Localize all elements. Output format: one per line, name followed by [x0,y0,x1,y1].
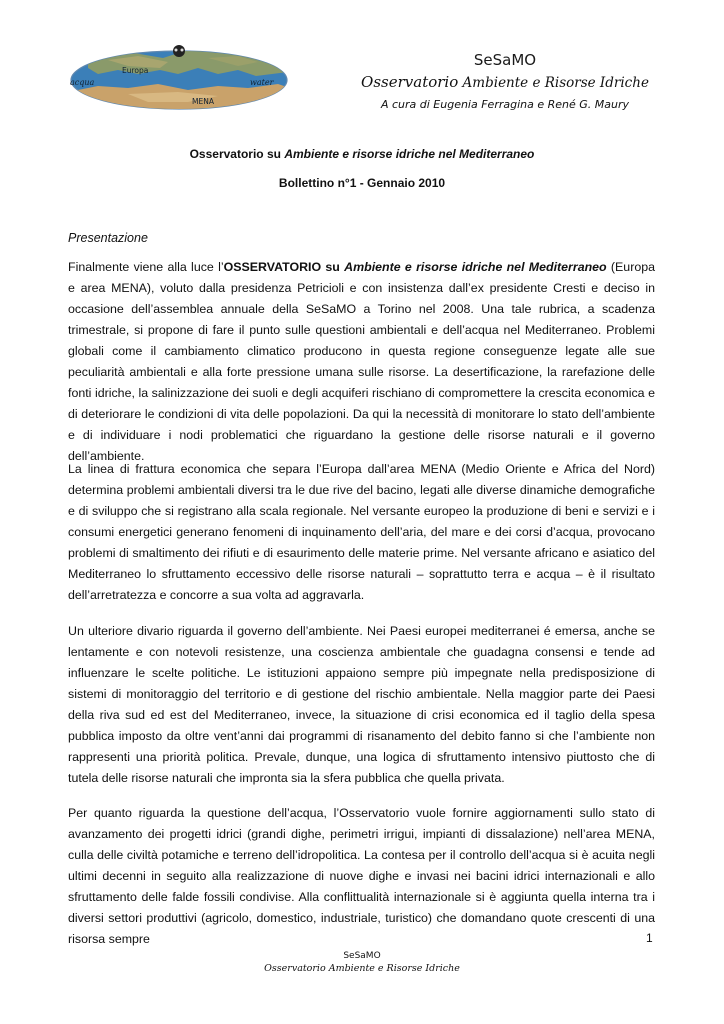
paragraph-4: Per quanto riguarda la questione dell’acqua, l’Osservatorio vuole fornire aggiornamenti sullo stato di avanzamento dei progetti idrici (grandi dighe, perimetri irrigui, impianti di dissalazione) nell’area MENA, culla delle civiltà potamiche e terreno dell’idropolitica. La contesa per il controllo dell’acqua si è acuita negli ultimi decenni in seguito alla realizzazione di nuove dighe e invasi nei bacini idrici internazionali e allo sfruttamento delle falde fossili condivise. Alla conflittualità internazionale si è aggiunta quella interna tra i diversi settori produttivi (agricolo, domestico, industriale, turistico) che domandano quote crescenti di una risorsa sempre [68,806,655,946]
title-italic: Ambiente e risorse idriche nel Mediterraneo [284,147,535,161]
logo-label-mena: MENA [192,97,214,106]
footer-title: SeSaMO [343,951,381,961]
p1-rest: (Europa e area MENA), voluto dalla presidenza Petricioli e con insistenza dall’ex presidente Cresti e deciso in occasione dell’assemblea annuale della SeSaMO a Torino nel 2008. Una tale rubrica, a scadenza trimestrale, si propone di fare il punto sulle questioni ambientali e dell’acqua nel Mediterraneo. Problemi globali come il cambiamento climatico producono in questa regione conseguenze legate alle sue peculiarità ambientali e alla forte pressione umana sulle risorse. La desertificazione, la rarefazione delle fonti idriche, la salinizzazione dei suoli e degli acquiferi rischiano di compromettere la crescita economica e di deteriorare le condizioni di vita delle popolazioni. Da qui la necessità di monitorare lo stato dell’ambiente e di individuare i nodi problematici che riguardano la gestione delle risorse naturali e il governo dell’ambiente. [68,260,655,463]
title-prefix: Osservatorio su [189,147,285,161]
paragraph-3: Un ulteriore divario riguarda il governo dell’ambiente. Nei Paesi europei mediterranei é emersa, anche se lentamente e con notevoli resistenze, una coscienza ambientale che guadagna consensi e tende ad influenzare le scelte politiche. Le istituzioni appaiono sempre più impegnate nella predisposizione di sistemi di monitoraggio del territorio e di gestione del rischio ambientale. Nella maggior parte dei Paesi della riva sud ed est del Mediterraneo, invece, la situazione di crisi economica ed il taglio della spesa pubblica imposto da oltre vent’anni dai programmi di risanamento del debito fanno si che l’ambiente non rappresenti una priorità politica. Prevale, dunque, una logica di sfruttamento intensivo piuttosto che di tutela delle risorse naturali che impronta sia la sfera pubblica che quella privata. [68,624,655,785]
page-footer [0,950,724,975]
header-brand [330,50,680,113]
logo-label-europa: Europa [122,66,149,75]
p1-intro: Finalmente viene alla luce l’ [68,260,224,274]
paragraph-1 [68,257,655,467]
page-number: 1 [646,931,653,945]
bulletin-number: Bollettino n°1 - Gennaio 2010 [278,176,446,190]
p1-bold-italic: Ambiente e risorse idriche nel Mediterraneo [344,260,607,274]
brand-subtitle-osservatorio: Osservatorio [361,73,459,91]
brand-subtitle [330,72,680,93]
brand-subtitle-rest: Ambiente e Risorse Idriche [458,75,649,91]
brand-title: SeSaMO [473,51,537,69]
paragraph-2: La linea di frattura economica che separa l’Europa dall’area MENA (Medio Oriente e Africa del Nord) determina problemi ambientali diversi tra le due rive del bacino, legati alle diverse dinamiche demografiche e di sviluppo che si registrano alla scala regionale. Nel versante europeo la produzione di beni e servizi e i consumi energetici generano fenomeni di inquinamento dell’aria, del mare e dei corsi d’acqua, provocano problemi di smaltimento dei rifiuti e di esaurimento delle materie prime. Nel versante africano e asiatico del Mediterraneo lo sfruttamento eccessivo delle risorse naturali – soprattutto terra e acqua – è il risultato dell’arretratezza e concorre a sua volta ad aggravarla. [68,462,655,602]
brand-curated-by: A cura di Eugenia Ferragina e René G. Maury [380,98,630,111]
footer-subtitle: Osservatorio Ambiente e Risorse Idriche [264,963,460,974]
p1-bold: OSSERVATORIO su [223,260,345,274]
logo-label-acqua: acqua [70,78,95,87]
logo-label-water: water [250,78,274,87]
section-heading: Presentazione [68,231,148,245]
sesamo-logo [68,44,290,112]
document-title [0,147,724,161]
